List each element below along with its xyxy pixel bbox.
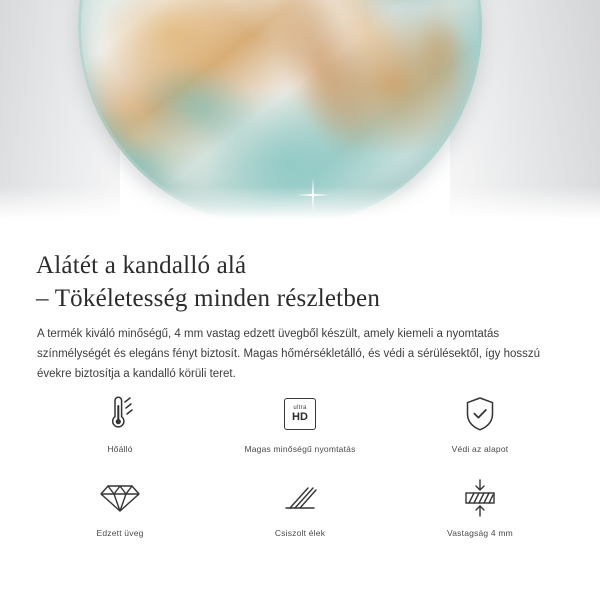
product-description-text: A termék kiváló minőségű, 4 mm vastag edzett üvegből készült, amely kiemeli a nyomtatás színmélységét és elegáns fényt biztosít. Magas hőmérsékletálló, és védi a sérülésektől, így hosszú évekre biztosítja a kandalló körüli teret.	[37, 327, 541, 380]
thermometer-icon	[101, 392, 139, 436]
feature-label: Csiszolt élek	[274, 528, 326, 538]
diamond-icon	[99, 476, 141, 520]
feature-grid	[30, 392, 570, 538]
headline-line-1: Alátét a kandalló alá	[36, 251, 247, 279]
badge-top-text: ultra	[293, 405, 307, 411]
feature-label: Hőálló	[107, 444, 133, 454]
hero-product-image	[0, 0, 600, 232]
badge-bottom-text: HD	[292, 411, 308, 423]
shield-check-icon	[463, 392, 497, 436]
feature-heat-resistant	[30, 392, 210, 454]
polished-edges-icon	[282, 476, 318, 520]
feature-label: Magas minőségű nyomtatás	[244, 444, 356, 454]
page-title	[36, 249, 566, 315]
feature-tempered-glass	[30, 476, 210, 538]
feature-print-quality	[210, 392, 390, 454]
headline-line-2: – Tökéletesség minden részletben	[36, 284, 381, 312]
feature-label: Edzett üveg	[96, 528, 144, 538]
ultra-hd-badge-icon	[284, 392, 316, 436]
feature-label: Vastagság 4 mm	[447, 528, 513, 538]
feature-protects-surface	[390, 392, 570, 454]
feature-thickness	[390, 476, 570, 538]
feature-polished-edges	[210, 476, 390, 538]
thickness-arrows-icon	[460, 476, 500, 520]
hero-fade-bottom	[0, 186, 600, 232]
feature-label: Védi az alapot	[451, 444, 509, 454]
